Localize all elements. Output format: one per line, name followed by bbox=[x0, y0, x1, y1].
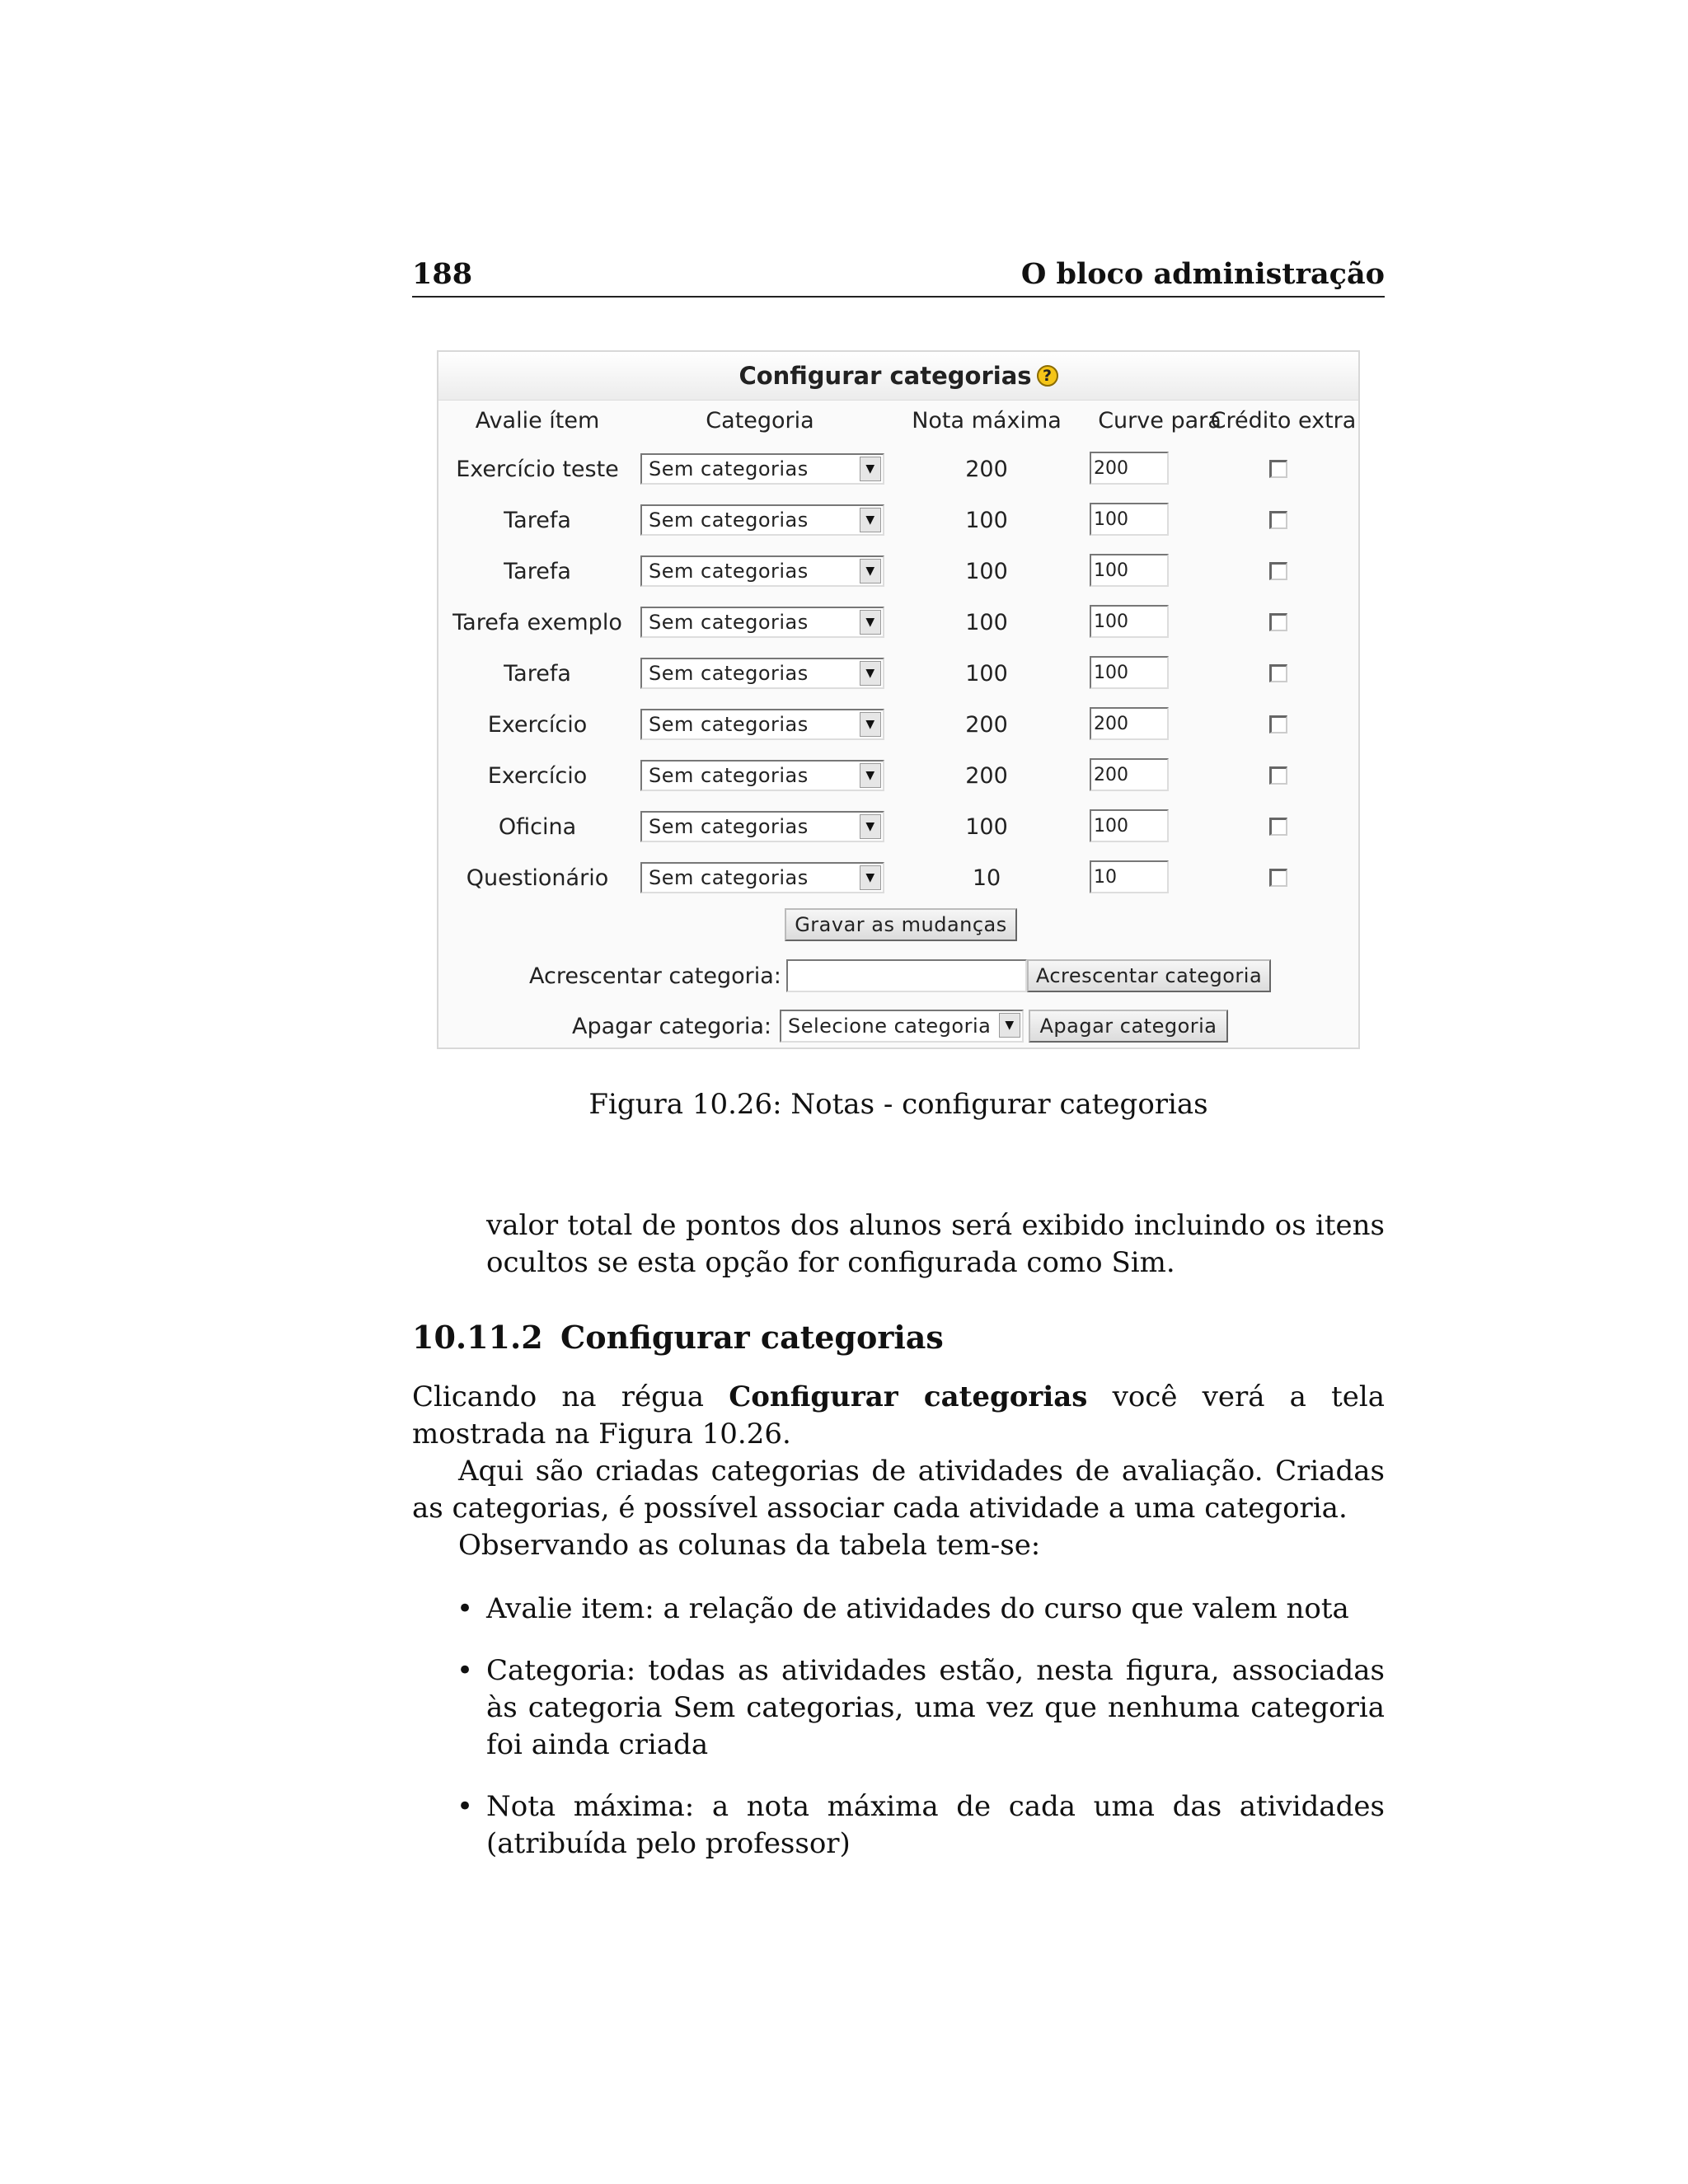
delete-category-label: Apagar categoria: bbox=[572, 1013, 772, 1039]
dropdown-arrow-icon[interactable]: ▼ bbox=[860, 814, 881, 839]
table-row bbox=[438, 857, 1358, 898]
paragraph-2: Aqui são criadas categorias de atividades de avaliação. Criadas as categorias, é possível associar cada atividade a uma categoria. bbox=[412, 1455, 1385, 1525]
category-select[interactable] bbox=[640, 453, 884, 485]
max-grade: 200 bbox=[965, 456, 1008, 482]
bullet-icon: • bbox=[457, 1790, 474, 1823]
item-name: Exercício teste bbox=[456, 456, 619, 482]
delete-category-button[interactable]: Apagar categoria bbox=[1029, 1010, 1228, 1043]
item-name: Tarefa bbox=[504, 660, 571, 687]
extra-credit-checkbox[interactable] bbox=[1269, 511, 1287, 529]
bullet-list bbox=[412, 1591, 1385, 1887]
extra-credit-checkbox[interactable] bbox=[1269, 664, 1287, 682]
list-item-text: Categoria: todas as atividades estão, nesta figura, associadas às categoria Sem categorias, uma vez que nenhuma categoria foi ainda criada bbox=[486, 1654, 1385, 1761]
max-grade: 100 bbox=[965, 813, 1008, 840]
extra-credit-checkbox[interactable] bbox=[1269, 869, 1287, 887]
column-header-item: Avalie ítem bbox=[475, 407, 600, 434]
item-name: Exercício bbox=[487, 762, 588, 789]
table-row bbox=[438, 448, 1358, 490]
dropdown-arrow-icon[interactable]: ▼ bbox=[999, 1013, 1020, 1038]
max-grade: 100 bbox=[965, 660, 1008, 687]
curve-input[interactable]: 10 bbox=[1090, 860, 1169, 893]
extra-credit-checkbox[interactable] bbox=[1269, 613, 1287, 631]
save-changes-button[interactable]: Gravar as mudanças bbox=[785, 908, 1017, 941]
question-mark-icon[interactable]: ? bbox=[1037, 365, 1058, 387]
select-value: Sem categorias bbox=[649, 560, 809, 583]
item-name: Exercício bbox=[487, 711, 588, 738]
curve-input[interactable]: 100 bbox=[1090, 503, 1169, 536]
dropdown-arrow-icon[interactable]: ▼ bbox=[860, 610, 881, 635]
add-category-input[interactable] bbox=[786, 959, 1027, 992]
max-grade: 100 bbox=[965, 507, 1008, 533]
select-value: Sem categorias bbox=[649, 457, 809, 480]
list-item-text: Nota máxima: a nota máxima de cada uma das atividades (atribuída pelo professor) bbox=[486, 1790, 1385, 1860]
table-row bbox=[438, 551, 1358, 592]
max-grade: 200 bbox=[965, 711, 1008, 738]
curve-input[interactable]: 100 bbox=[1090, 605, 1169, 638]
table-row bbox=[438, 755, 1358, 796]
dropdown-arrow-icon[interactable]: ▼ bbox=[860, 865, 881, 890]
page-header bbox=[412, 257, 1385, 298]
max-grade: 100 bbox=[965, 558, 1008, 584]
item-name: Tarefa bbox=[504, 558, 571, 584]
extra-credit-checkbox[interactable] bbox=[1269, 715, 1287, 733]
column-header-curve: Curve para bbox=[1098, 407, 1221, 434]
dropdown-arrow-icon[interactable]: ▼ bbox=[860, 661, 881, 686]
select-value: Sem categorias bbox=[649, 764, 809, 787]
section-title: Configurar categorias bbox=[560, 1319, 944, 1356]
bullet-icon: • bbox=[457, 1654, 474, 1687]
item-name: Questionário bbox=[466, 865, 609, 891]
dropdown-arrow-icon[interactable]: ▼ bbox=[860, 457, 881, 481]
dropdown-arrow-icon[interactable]: ▼ bbox=[860, 763, 881, 788]
table-row bbox=[438, 499, 1358, 541]
list-item bbox=[412, 1788, 1385, 1863]
list-item bbox=[412, 1591, 1385, 1628]
select-value: Sem categorias bbox=[649, 662, 809, 685]
extra-credit-checkbox[interactable] bbox=[1269, 766, 1287, 785]
select-value: Selecione categoria bbox=[788, 1015, 992, 1038]
add-category-label: Acrescentar categoria: bbox=[529, 963, 781, 989]
category-select[interactable] bbox=[640, 658, 884, 689]
extra-credit-checkbox[interactable] bbox=[1269, 562, 1287, 580]
section-number: 10.11.2 bbox=[412, 1319, 543, 1356]
paragraph-1 bbox=[412, 1379, 1385, 1453]
table-row bbox=[438, 704, 1358, 745]
category-select[interactable] bbox=[640, 607, 884, 638]
category-select[interactable] bbox=[640, 811, 884, 842]
select-value: Sem categorias bbox=[649, 866, 809, 889]
extra-credit-checkbox[interactable] bbox=[1269, 460, 1287, 478]
item-name: Oficina bbox=[498, 813, 577, 840]
column-header-category: Categoria bbox=[706, 407, 814, 434]
bold-term: Configurar categorias bbox=[729, 1380, 1088, 1413]
delete-category-select[interactable] bbox=[780, 1010, 1024, 1043]
page-number: 188 bbox=[412, 257, 473, 291]
figure-caption: Figura 10.26: Notas - configurar categorias bbox=[588, 1088, 1208, 1121]
item-name: Tarefa exemplo bbox=[452, 609, 622, 635]
chapter-title: O bloco administração bbox=[1020, 257, 1385, 291]
table-row bbox=[438, 806, 1358, 847]
section-heading bbox=[412, 1319, 944, 1356]
select-value: Sem categorias bbox=[649, 611, 809, 634]
figure-title-bar bbox=[438, 352, 1358, 401]
add-category-button[interactable]: Acrescentar categoria bbox=[1027, 959, 1271, 992]
select-value: Sem categorias bbox=[649, 509, 809, 532]
list-item bbox=[412, 1652, 1385, 1764]
curve-input[interactable]: 100 bbox=[1090, 809, 1169, 842]
bullet-icon: • bbox=[457, 1592, 474, 1625]
category-select[interactable] bbox=[640, 862, 884, 893]
curve-input[interactable]: 100 bbox=[1090, 554, 1169, 587]
category-select[interactable] bbox=[640, 709, 884, 740]
category-select[interactable] bbox=[640, 555, 884, 587]
configure-categories-figure bbox=[437, 350, 1360, 1049]
column-header-extra-credit: Crédito extra bbox=[1210, 407, 1357, 434]
category-select[interactable] bbox=[640, 504, 884, 536]
select-value: Sem categorias bbox=[649, 815, 809, 838]
paragraph-text: Clicando na régua bbox=[412, 1380, 729, 1413]
paragraph-3: Observando as colunas da tabela tem-se: bbox=[458, 1529, 1041, 1562]
extra-credit-checkbox[interactable] bbox=[1269, 818, 1287, 836]
intro-paragraph: valor total de pontos dos alunos será exibido incluindo os itens ocultos se esta opção for configurada como Sim. bbox=[486, 1209, 1385, 1279]
figure-title: Configurar categorias bbox=[738, 362, 1032, 390]
column-header-max-grade: Nota máxima bbox=[912, 407, 1062, 434]
category-select[interactable] bbox=[640, 760, 884, 791]
dropdown-arrow-icon[interactable]: ▼ bbox=[860, 559, 881, 583]
dropdown-arrow-icon[interactable]: ▼ bbox=[860, 712, 881, 737]
max-grade: 200 bbox=[965, 762, 1008, 789]
dropdown-arrow-icon[interactable]: ▼ bbox=[860, 508, 881, 532]
table-row bbox=[438, 602, 1358, 643]
item-name: Tarefa bbox=[504, 507, 571, 533]
curve-input[interactable]: 200 bbox=[1090, 452, 1169, 485]
max-grade: 100 bbox=[965, 609, 1008, 635]
table-row bbox=[438, 653, 1358, 694]
curve-input[interactable]: 100 bbox=[1090, 656, 1169, 689]
paragraph-text: você verá a tela mostrada na Figura 10.26. bbox=[412, 1380, 1385, 1451]
curve-input[interactable]: 200 bbox=[1090, 758, 1169, 791]
select-value: Sem categorias bbox=[649, 713, 809, 736]
max-grade: 10 bbox=[972, 865, 1001, 891]
curve-input[interactable]: 200 bbox=[1090, 707, 1169, 740]
table-header-row bbox=[438, 400, 1358, 441]
list-item-text: Avalie item: a relação de atividades do curso que valem nota bbox=[486, 1592, 1349, 1625]
